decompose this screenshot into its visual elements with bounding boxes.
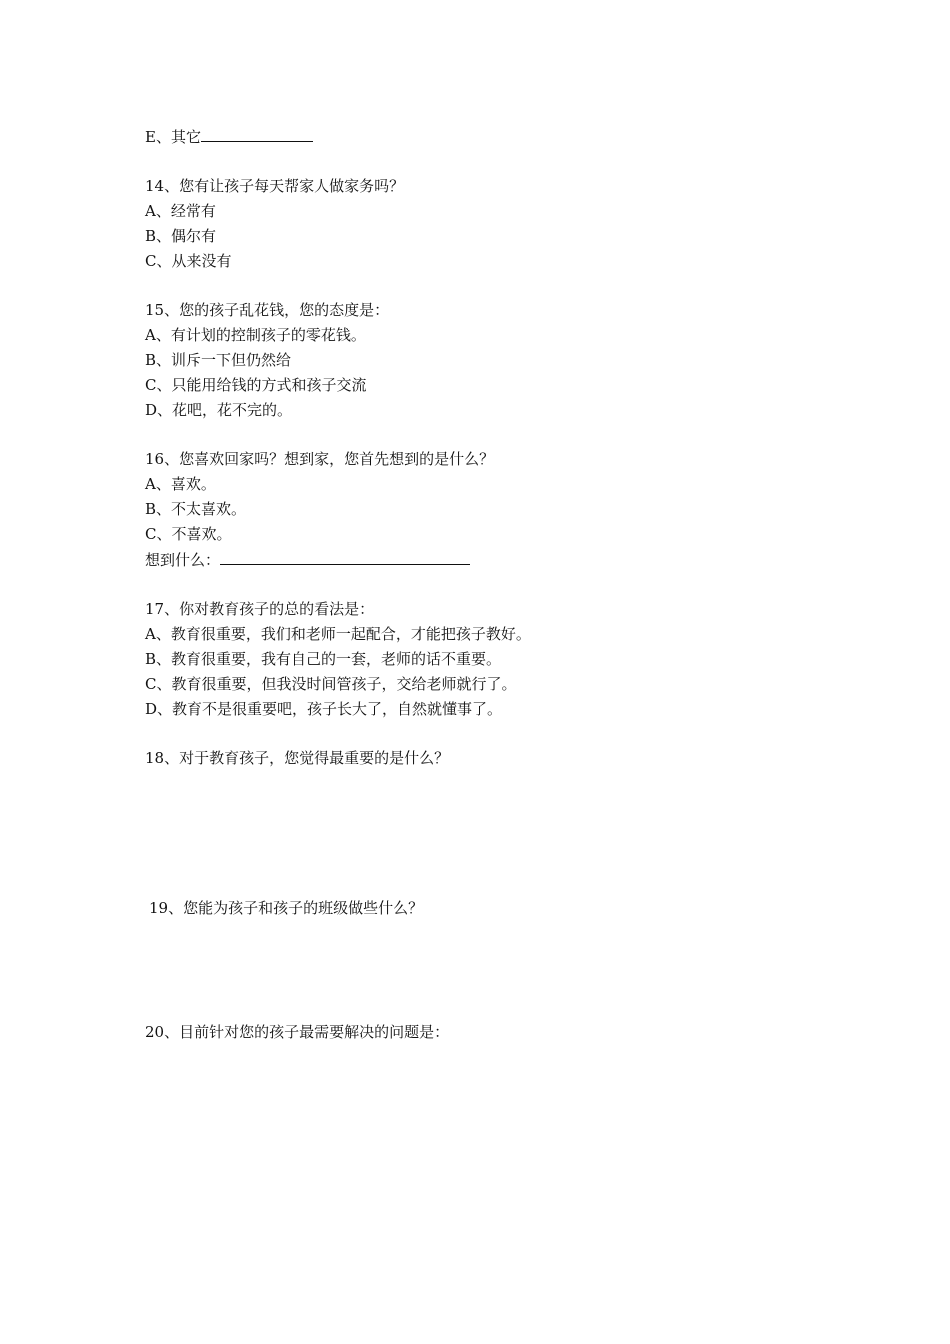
q14-option-a[interactable]: A、经常有 — [145, 202, 216, 220]
q17-option-b[interactable]: B、教育很重要，我有自己的一套，老师的话不重要。 — [145, 650, 502, 668]
q13-option-e — [145, 124, 313, 148]
q17-option-d[interactable]: D、教育不是很重要吧，孩子长大了，自然就懂事了。 — [145, 700, 503, 718]
answer-blank[interactable] — [201, 124, 313, 142]
follow-up-label: 想到什么： — [145, 551, 221, 569]
q17-option-c[interactable]: C、教育很重要，但我没时间管孩子，交给老师就行了。 — [145, 675, 517, 693]
q14-question: 14、您有让孩子每天帮家人做家务吗？ — [145, 177, 405, 195]
q15-option-b[interactable]: B、训斥一下但仍然给 — [145, 351, 292, 369]
q16-option-a[interactable]: A、喜欢。 — [145, 475, 216, 493]
q14-option-b[interactable]: B、偶尔有 — [145, 227, 217, 245]
q15-option-a[interactable]: A、有计划的控制孩子的零花钱。 — [145, 326, 366, 344]
q17-option-a[interactable]: A、教育很重要，我们和老师一起配合，才能把孩子教好。 — [145, 625, 531, 643]
q16-follow-up — [145, 547, 470, 571]
q18-question: 18、对于教育孩子，您觉得最重要的是什么？ — [145, 749, 450, 767]
q15-question: 15、您的孩子乱花钱，您的态度是： — [145, 301, 390, 319]
q20-question: 20、目前针对您的孩子最需要解决的问题是： — [145, 1023, 450, 1041]
q17-question: 17、你对教育孩子的总的看法是： — [145, 600, 375, 618]
q14-option-c[interactable]: C、从来没有 — [145, 252, 232, 270]
q16-option-b[interactable]: B、不太喜欢。 — [145, 500, 247, 518]
q19-question: 19、您能为孩子和孩子的班级做些什么？ — [149, 899, 424, 917]
q15-option-d[interactable]: D、花吧，花不完的。 — [145, 401, 293, 419]
q16-option-c[interactable]: C、不喜欢。 — [145, 525, 232, 543]
option-label: E、其它 — [145, 128, 201, 146]
q15-option-c[interactable]: C、只能用给钱的方式和孩子交流 — [145, 376, 367, 394]
answer-blank[interactable] — [220, 547, 470, 565]
q16-question: 16、您喜欢回家吗？想到家，您首先想到的是什么？ — [145, 450, 495, 468]
